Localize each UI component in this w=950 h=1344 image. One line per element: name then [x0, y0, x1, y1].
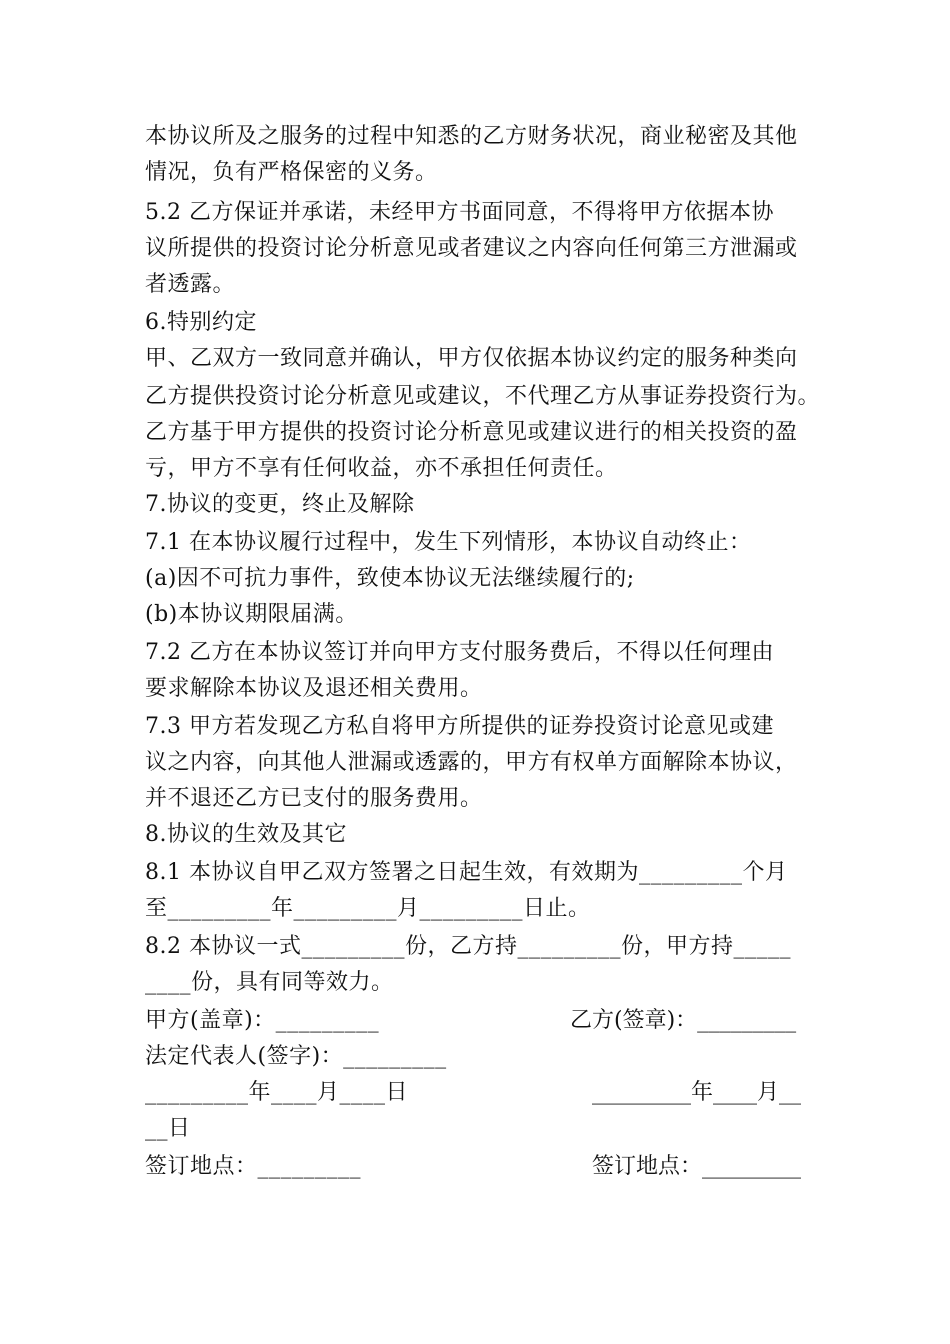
clause-8-2: 8.2 本协议一式_________份，乙方持_________份，甲方持_____ [145, 934, 791, 959]
paragraph-line: 要求解除本协议及退还相关费用。 [145, 676, 483, 701]
paragraph-line: 甲、乙双方一致同意并确认，甲方仅依据本协议约定的服务种类向 [145, 346, 798, 371]
paragraph-line: 乙方基于甲方提供的投资讨论分析意见或建议进行的相关投资的盈 [145, 420, 798, 445]
clause-5-2: 5.2 乙方保证并承诺，未经甲方书面同意，不得将甲方依据本协 [145, 200, 774, 225]
paragraph-line: 至_________年_________月_________日止。 [145, 896, 591, 921]
paragraph-line: 议所提供的投资讨论分析意见或者建议之内容向任何第三方泄漏或 [145, 236, 798, 261]
paragraph-line: 议之内容，向其他人泄漏或透露的，甲方有权单方面解除本协议， [145, 750, 798, 775]
list-item-a: (a)因不可抗力事件，致使本协议无法继续履行的; [145, 566, 635, 591]
clause-7-2: 7.2 乙方在本协议签订并向甲方支付服务费后，不得以任何理由 [145, 640, 774, 665]
clause-8-1: 8.1 本协议自甲乙双方签署之日起生效，有效期为_________个月 [145, 860, 788, 885]
paragraph-line: 者透露。 [145, 272, 236, 297]
section-heading-6: 6.特别约定 [145, 310, 257, 335]
party-a-seal-field: 甲方(盖章)：_________ [145, 1008, 380, 1033]
clause-7-3: 7.3 甲方若发现乙方私自将甲方所提供的证券投资讨论意见或建 [145, 714, 774, 739]
date-right-continuation: __日 [145, 1116, 191, 1141]
paragraph-line: 亏，甲方不享有任何收益，亦不承担任何责任。 [145, 456, 618, 481]
paragraph-line: 情况，负有严格保密的义务。 [145, 160, 438, 185]
legal-rep-field: 法定代表人(签字)：_________ [145, 1044, 447, 1069]
section-heading-8: 8.协议的生效及其它 [145, 822, 347, 847]
date-right-field: _________年____月__ [592, 1080, 802, 1105]
paragraph-line: 并不退还乙方已支付的服务费用。 [145, 786, 483, 811]
clause-7-1: 7.1 在本协议履行过程中，发生下列情形，本协议自动终止： [145, 530, 752, 555]
list-item-b: (b)本协议期限届满。 [145, 602, 358, 627]
paragraph-line: 本协议所及之服务的过程中知悉的乙方财务状况，商业秘密及其他 [145, 124, 798, 149]
paragraph-line: ____份，具有同等效力。 [145, 970, 394, 995]
date-left-field: _________年____月____日 [145, 1080, 409, 1105]
party-b-sign-field: 乙方(签章)：_________ [570, 1008, 797, 1033]
paragraph-line: 乙方提供投资讨论分析意见或建议，不代理乙方从事证券投资行为。 [145, 384, 821, 409]
place-right-field: 签订地点：_________ [592, 1154, 802, 1179]
place-left-field: 签订地点：_________ [145, 1154, 362, 1179]
section-heading-7: 7.协议的变更，终止及解除 [145, 492, 415, 517]
